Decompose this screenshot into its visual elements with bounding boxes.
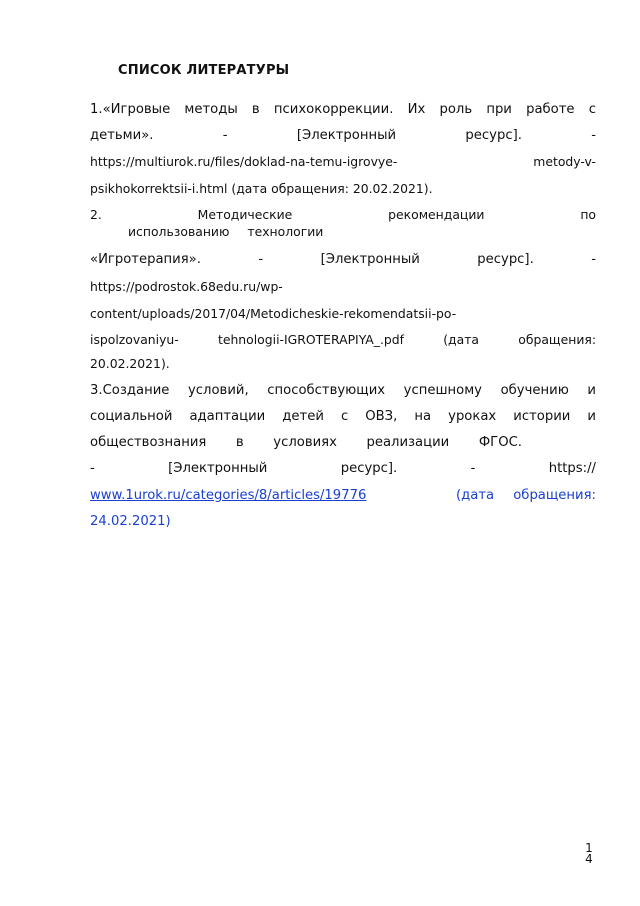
reference-1-line-3: https://multiurok.ru/files/doklad-na-temu-igrovye- metody-v- — [90, 154, 596, 169]
reference-3-line-4: - [Электронный ресурс]. - https:// — [90, 461, 596, 476]
reference-3-line-6: 24.02.2021) — [90, 514, 171, 529]
page-title: СПИСОК ЛИТЕРАТУРЫ — [118, 63, 290, 78]
reference-2-line-7: 20.02.2021). — [90, 356, 170, 371]
reference-3-access-date: (дата обращения: — [456, 488, 596, 503]
reference-2-line-5: content/uploads/2017/04/Metodicheskie-rekomendatsii-po- — [90, 306, 457, 321]
reference-2-line-4: https://podrostok.68edu.ru/wp- — [90, 279, 283, 294]
reference-1-line-1: 1.«Игровые методы в психокоррекции. Их роль при работе с — [90, 102, 596, 117]
reference-3-line-3 — [90, 434, 596, 452]
reference-2-line-2: использованию технологии — [128, 224, 324, 239]
reference-3-line-2: социальной адаптации детей с ОВЗ, на уроках истории и — [90, 409, 596, 424]
page-number-top: 1 — [585, 841, 593, 855]
page-number-bottom: 4 — [585, 852, 593, 866]
reference-2-line-3: «Игротерапия». - [Электронный ресурс]. - — [90, 252, 596, 267]
reference-3-line-1: 3.Создание условий, способствующих успешному обучению и — [90, 383, 596, 398]
reference-1-line-4: psikhokorrektsii-i.html (дата обращения: 20.02.2021). — [90, 181, 433, 196]
page-number — [583, 843, 595, 865]
reference-1-line-2: детьми». - [Электронный ресурс]. - — [90, 128, 596, 143]
reference-3-line-5 — [90, 487, 596, 505]
reference-2-line-6: ispolzovaniyu- tehnologii-IGROTERAPIYA_.pdf (дата обращения: — [90, 332, 596, 347]
reference-2-line-1: 2. Методические рекомендации по — [90, 207, 596, 222]
reference-3-link[interactable]: www.1urok.ru/categories/8/articles/19776 — [90, 488, 367, 503]
reference-3-line-3-text: обществознания в условиях реализации ФГОС. — [90, 435, 522, 450]
